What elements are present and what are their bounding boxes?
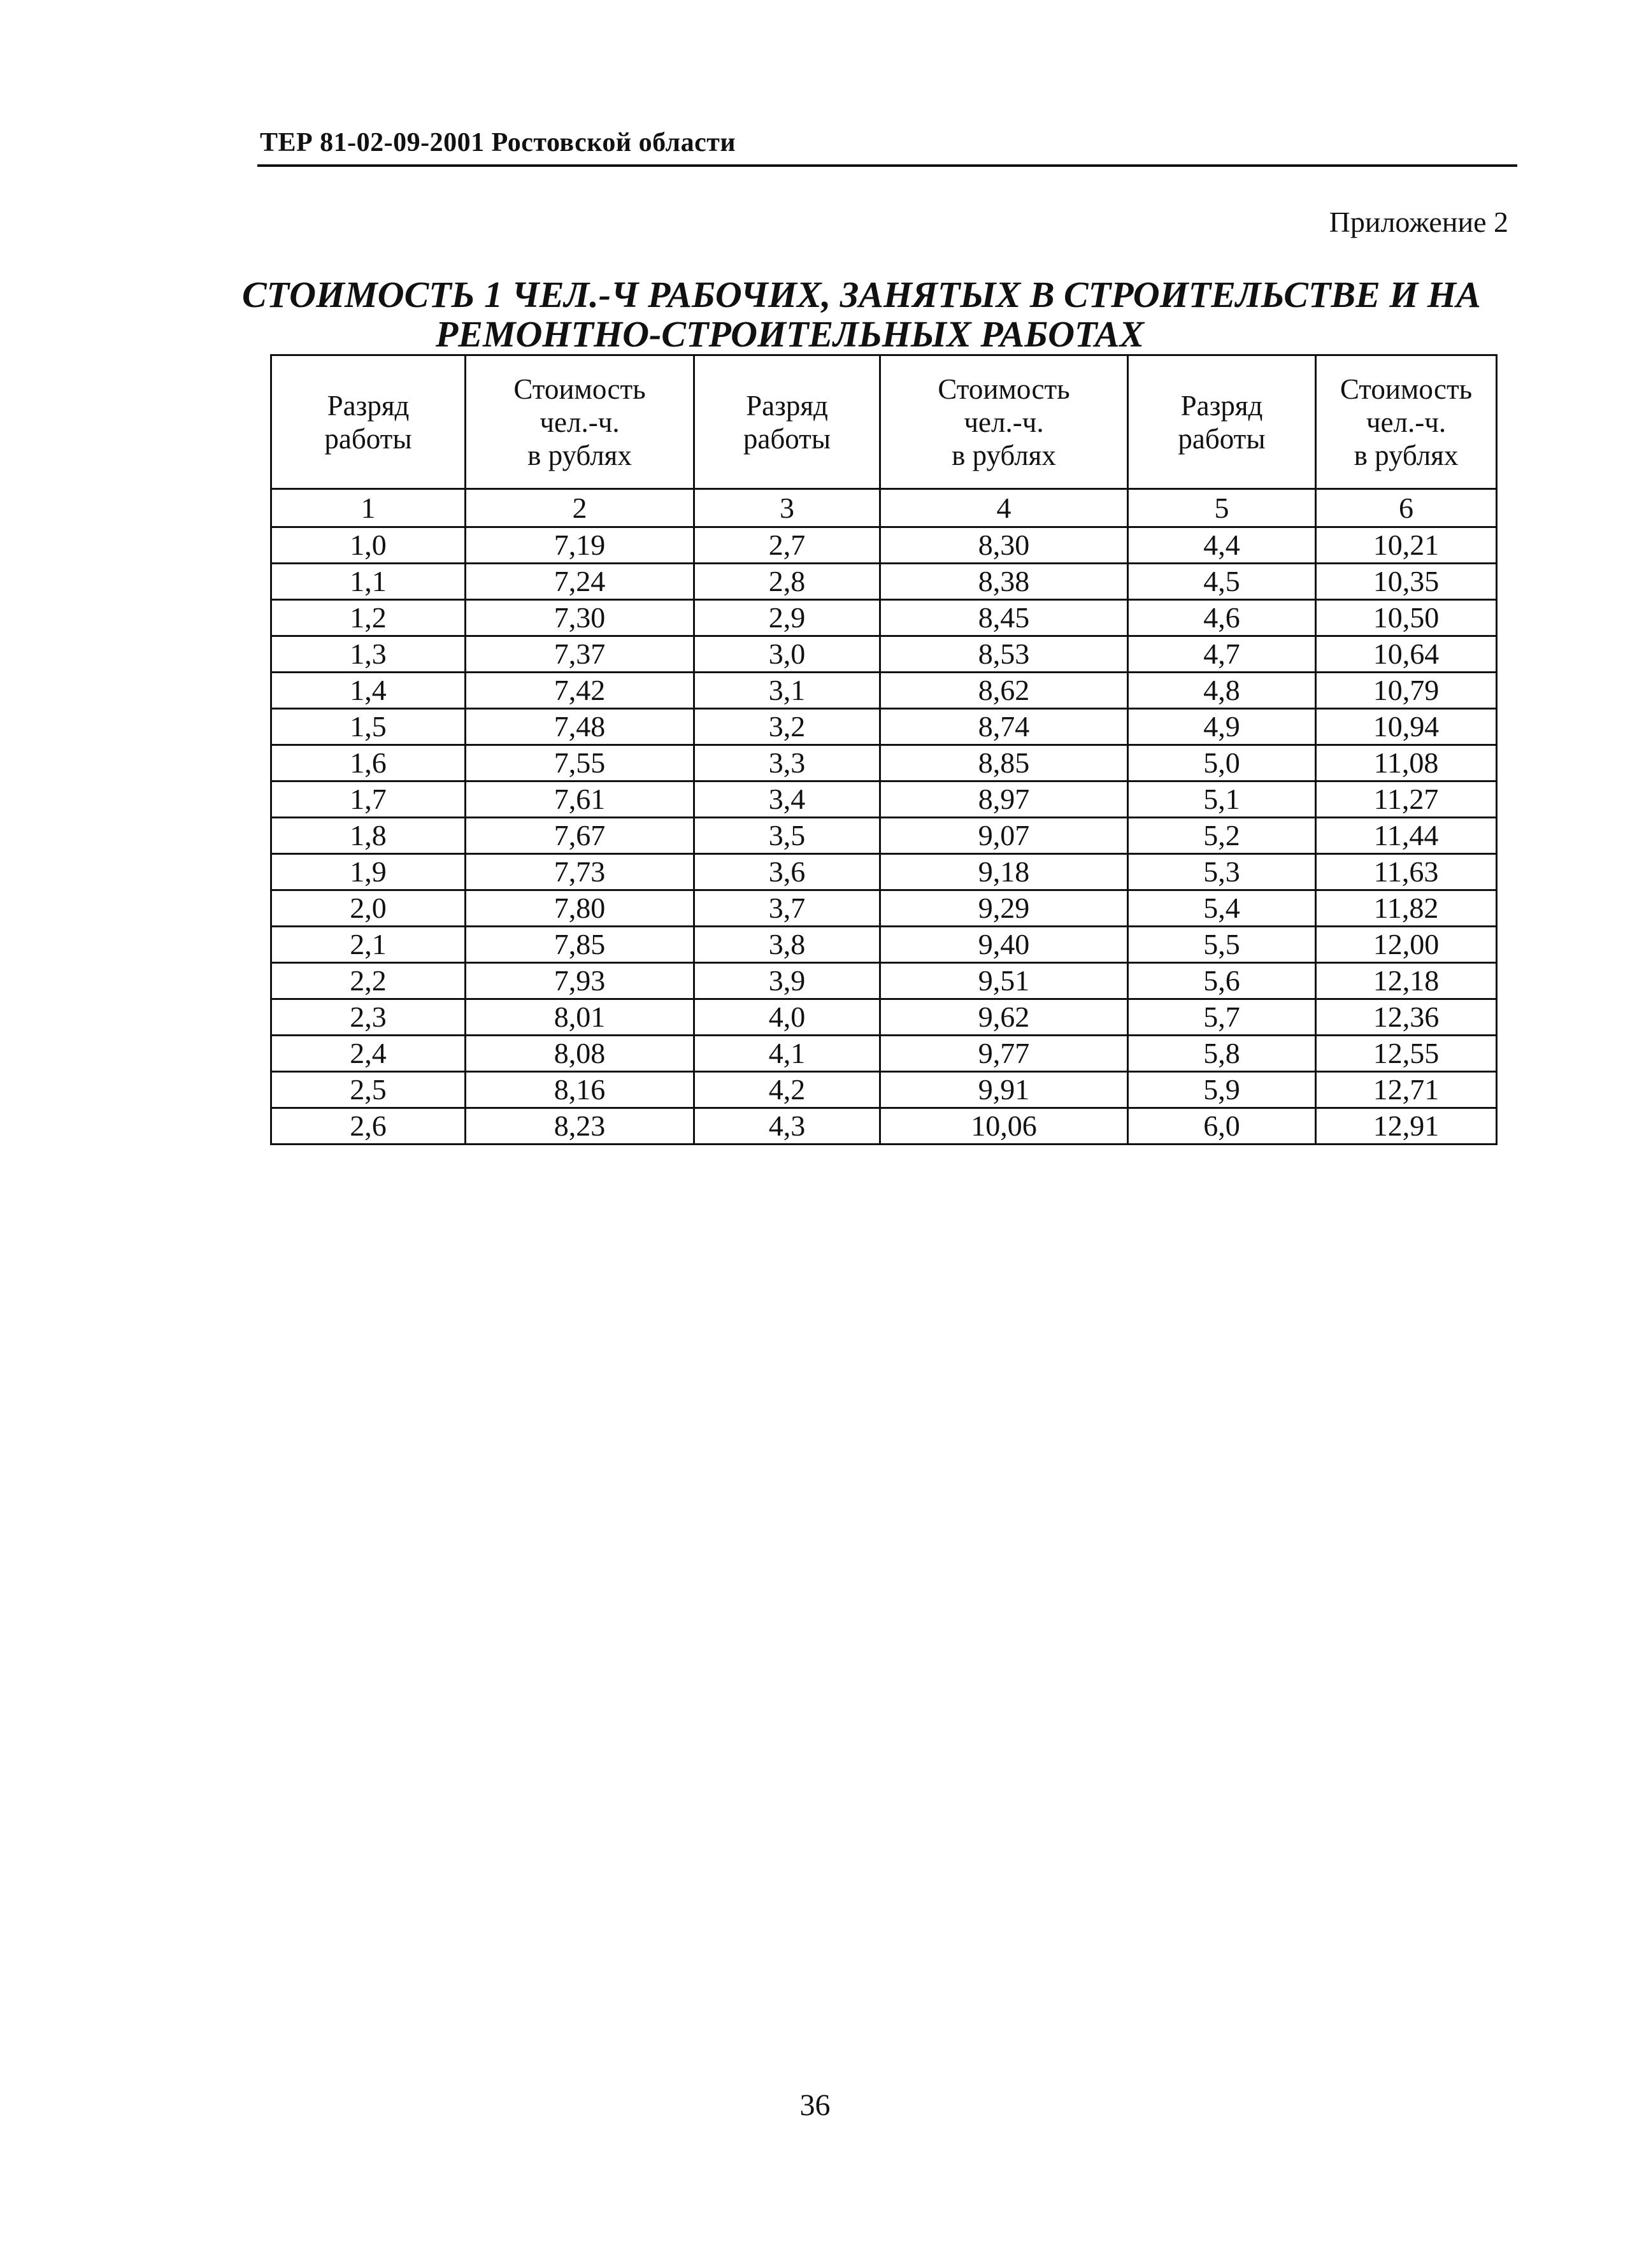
- cost-cell: 12,36: [1316, 999, 1497, 1036]
- cost-cell: 12,18: [1316, 963, 1497, 999]
- cost-cell: 7,61: [466, 781, 694, 818]
- cost-cell: 8,62: [880, 673, 1128, 709]
- table-header-cell: [1128, 355, 1316, 489]
- grade-cell: 5,3: [1128, 854, 1316, 890]
- table-row: [271, 1036, 1497, 1072]
- header-divider: [257, 164, 1517, 167]
- grade-cell: 5,7: [1128, 999, 1316, 1036]
- grade-cell: 4,2: [694, 1072, 880, 1108]
- grade-cell: 4,3: [694, 1108, 880, 1145]
- table-header-cell: [271, 355, 466, 489]
- table-header-cell: [1316, 355, 1497, 489]
- grade-cell: 2,8: [694, 564, 880, 600]
- cost-cell: 9,77: [880, 1036, 1128, 1072]
- grade-cell: 5,9: [1128, 1072, 1316, 1108]
- cost-cell: 8,08: [466, 1036, 694, 1072]
- appendix-label: Приложение 2: [1329, 206, 1508, 238]
- labor-cost-table: [270, 354, 1498, 1145]
- grade-cell: 3,7: [694, 890, 880, 927]
- cost-cell: 7,55: [466, 745, 694, 781]
- grade-cell: 1,6: [271, 745, 466, 781]
- cost-cell: 7,73: [466, 854, 694, 890]
- grade-cell: 2,5: [271, 1072, 466, 1108]
- grade-cell: 1,7: [271, 781, 466, 818]
- cost-cell: 10,94: [1316, 709, 1497, 745]
- table-header-line: в рублях: [527, 439, 632, 471]
- table-header-line: работы: [1178, 422, 1266, 455]
- cost-cell: 8,23: [466, 1108, 694, 1145]
- cost-cell: 7,93: [466, 963, 694, 999]
- table-header-cell: [694, 355, 880, 489]
- cost-cell: 8,53: [880, 636, 1128, 673]
- cost-cell: 10,06: [880, 1108, 1128, 1145]
- cost-cell: 9,91: [880, 1072, 1128, 1108]
- cost-cell: 12,91: [1316, 1108, 1497, 1145]
- grade-cell: 4,5: [1128, 564, 1316, 600]
- grade-cell: 2,6: [271, 1108, 466, 1145]
- cost-cell: 12,00: [1316, 927, 1497, 963]
- grade-cell: 2,3: [271, 999, 466, 1036]
- column-number-cell: 3: [694, 489, 880, 527]
- table-row: [271, 854, 1497, 890]
- table-row: [271, 999, 1497, 1036]
- table-row: [271, 636, 1497, 673]
- table-header-line: Стоимость: [1340, 373, 1473, 405]
- cost-cell: 8,01: [466, 999, 694, 1036]
- table-header-line: работы: [324, 422, 412, 455]
- grade-cell: 3,3: [694, 745, 880, 781]
- cost-cell: 9,62: [880, 999, 1128, 1036]
- table-header-cell: [466, 355, 694, 489]
- table-header-line: в рублях: [1354, 439, 1459, 471]
- cost-cell: 9,18: [880, 854, 1128, 890]
- column-number-cell: 2: [466, 489, 694, 527]
- grade-cell: 4,7: [1128, 636, 1316, 673]
- cost-cell: 7,85: [466, 927, 694, 963]
- cost-cell: 11,27: [1316, 781, 1497, 818]
- cost-cell: 7,67: [466, 818, 694, 854]
- grade-cell: 5,5: [1128, 927, 1316, 963]
- table-row: [271, 927, 1497, 963]
- table-header-line: Разряд: [327, 389, 410, 422]
- table-row: [271, 564, 1497, 600]
- grade-cell: 3,5: [694, 818, 880, 854]
- grade-cell: 5,1: [1128, 781, 1316, 818]
- grade-cell: 2,2: [271, 963, 466, 999]
- table-row: [271, 673, 1497, 709]
- cost-cell: 8,97: [880, 781, 1128, 818]
- grade-cell: 4,0: [694, 999, 880, 1036]
- grade-cell: 1,8: [271, 818, 466, 854]
- grade-cell: 5,4: [1128, 890, 1316, 927]
- cost-cell: 9,40: [880, 927, 1128, 963]
- grade-cell: 3,2: [694, 709, 880, 745]
- grade-cell: 2,4: [271, 1036, 466, 1072]
- table-header-row: [271, 355, 1497, 489]
- table-row: [271, 745, 1497, 781]
- table-header-line: Стоимость: [513, 373, 646, 405]
- cost-cell: 8,16: [466, 1072, 694, 1108]
- grade-cell: 2,0: [271, 890, 466, 927]
- cost-cell: 7,19: [466, 527, 694, 564]
- cost-cell: 9,51: [880, 963, 1128, 999]
- grade-cell: 6,0: [1128, 1108, 1316, 1145]
- cost-cell: 11,44: [1316, 818, 1497, 854]
- cost-cell: 8,74: [880, 709, 1128, 745]
- column-number-cell: 1: [271, 489, 466, 527]
- document-title-line-2: РЕМОНТНО-СТРОИТЕЛЬНЫХ РАБОТАХ: [435, 313, 1145, 355]
- cost-cell: 11,63: [1316, 854, 1497, 890]
- grade-cell: 1,3: [271, 636, 466, 673]
- grade-cell: 4,4: [1128, 527, 1316, 564]
- table-row: [271, 818, 1497, 854]
- table-header-line: чел.-ч.: [964, 406, 1044, 438]
- cost-cell: 7,48: [466, 709, 694, 745]
- grade-cell: 5,2: [1128, 818, 1316, 854]
- cost-cell: 7,30: [466, 600, 694, 636]
- cost-cell: 11,08: [1316, 745, 1497, 781]
- cost-cell: 7,24: [466, 564, 694, 600]
- table-header-line: чел.-ч.: [1366, 406, 1447, 438]
- document-header-title: ТЕР 81-02-09-2001 Ростовской области: [260, 128, 736, 157]
- grade-cell: 5,6: [1128, 963, 1316, 999]
- grade-cell: 3,1: [694, 673, 880, 709]
- grade-cell: 1,9: [271, 854, 466, 890]
- cost-cell: 8,30: [880, 527, 1128, 564]
- grade-cell: 4,8: [1128, 673, 1316, 709]
- table-row: [271, 963, 1497, 999]
- grade-cell: 2,1: [271, 927, 466, 963]
- grade-cell: 4,9: [1128, 709, 1316, 745]
- cost-cell: 10,35: [1316, 564, 1497, 600]
- table-row: [271, 781, 1497, 818]
- table-row: [271, 1108, 1497, 1145]
- cost-cell: 7,80: [466, 890, 694, 927]
- cost-cell: 7,37: [466, 636, 694, 673]
- table-header-line: Разряд: [1180, 389, 1263, 422]
- table-row: [271, 1072, 1497, 1108]
- table-header-line: чел.-ч.: [540, 406, 620, 438]
- table-row: [271, 890, 1497, 927]
- grade-cell: 1,2: [271, 600, 466, 636]
- column-number-cell: 5: [1128, 489, 1316, 527]
- cost-cell: 9,07: [880, 818, 1128, 854]
- table-row: [271, 709, 1497, 745]
- table-column-number-row: [271, 489, 1497, 527]
- grade-cell: 1,4: [271, 673, 466, 709]
- cost-cell: 12,71: [1316, 1072, 1497, 1108]
- grade-cell: 3,9: [694, 963, 880, 999]
- cost-cell: 9,29: [880, 890, 1128, 927]
- cost-cell: 12,55: [1316, 1036, 1497, 1072]
- page-number: 36: [799, 2088, 831, 2122]
- cost-cell: 7,42: [466, 673, 694, 709]
- column-number-cell: 4: [880, 489, 1128, 527]
- grade-cell: 1,5: [271, 709, 466, 745]
- grade-cell: 3,0: [694, 636, 880, 673]
- grade-cell: 4,6: [1128, 600, 1316, 636]
- cost-cell: 11,82: [1316, 890, 1497, 927]
- cost-cell: 10,21: [1316, 527, 1497, 564]
- cost-cell: 10,50: [1316, 600, 1497, 636]
- table-header-cell: [880, 355, 1128, 489]
- grade-cell: 1,1: [271, 564, 466, 600]
- table-header-line: в рублях: [952, 439, 1056, 471]
- table-header-line: Разряд: [746, 389, 828, 422]
- grade-cell: 3,8: [694, 927, 880, 963]
- cost-cell: 8,85: [880, 745, 1128, 781]
- grade-cell: 2,9: [694, 600, 880, 636]
- document-title-line-1: СТОИМОСТЬ 1 ЧЕЛ.-Ч РАБОЧИХ, ЗАНЯТЫХ В СТРОИТЕЛЬСТВЕ И НА: [242, 274, 1481, 315]
- cost-cell: 10,64: [1316, 636, 1497, 673]
- table-header-line: Стоимость: [938, 373, 1070, 405]
- table-row: [271, 527, 1497, 564]
- grade-cell: 2,7: [694, 527, 880, 564]
- grade-cell: 4,1: [694, 1036, 880, 1072]
- grade-cell: 3,6: [694, 854, 880, 890]
- cost-cell: 8,45: [880, 600, 1128, 636]
- grade-cell: 5,8: [1128, 1036, 1316, 1072]
- column-number-cell: 6: [1316, 489, 1497, 527]
- grade-cell: 1,0: [271, 527, 466, 564]
- grade-cell: 5,0: [1128, 745, 1316, 781]
- cost-cell: 8,38: [880, 564, 1128, 600]
- grade-cell: 3,4: [694, 781, 880, 818]
- table-row: [271, 600, 1497, 636]
- table-header-line: работы: [743, 422, 831, 455]
- cost-cell: 10,79: [1316, 673, 1497, 709]
